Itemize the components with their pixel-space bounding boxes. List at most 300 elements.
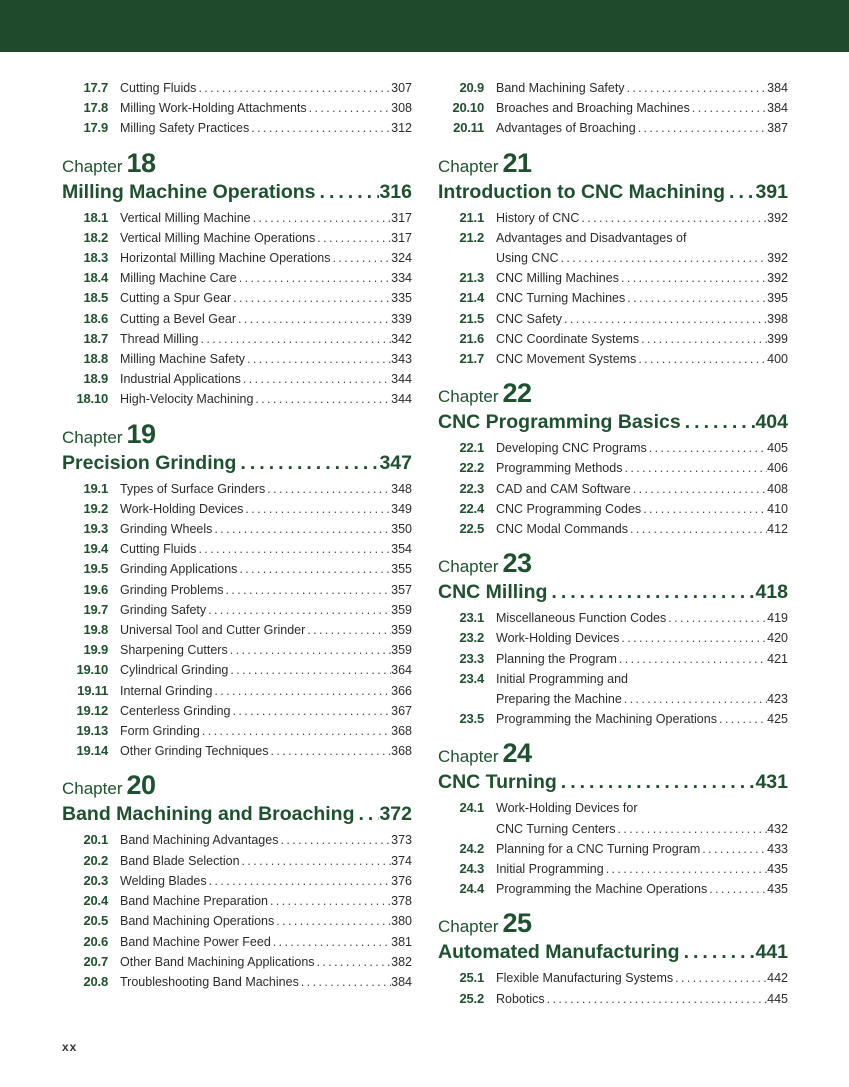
dot-leader [305, 620, 391, 640]
section-number: 18.3 [83, 250, 108, 266]
toc-entry[interactable] [62, 519, 412, 539]
section-page: 405 [767, 441, 788, 456]
dot-leader [268, 891, 391, 911]
section-page: 368 [391, 744, 412, 759]
section-page: 445 [767, 991, 788, 1006]
toc-entry[interactable] [62, 288, 412, 308]
section-number: 20.8 [83, 973, 108, 989]
dot-leader [315, 952, 392, 972]
section-number: 20.5 [83, 913, 108, 929]
dot-leader [200, 721, 391, 741]
section-title: Work-Holding Devices [120, 501, 244, 516]
section-title: Programming the Machining Operations [496, 712, 717, 727]
toc-entry[interactable] [62, 741, 412, 761]
section-title: Initial Programming and [496, 671, 629, 686]
section-page: 344 [391, 392, 412, 407]
chapter-title-text: Band Machining and Broaching [62, 803, 355, 826]
toc-entry[interactable] [438, 628, 788, 648]
section-number: 19.12 [76, 702, 108, 718]
section-title: Band Machining Safety [496, 81, 625, 95]
chapter-label [438, 147, 788, 178]
section-title: Grinding Safety [120, 602, 207, 617]
toc-entry[interactable] [62, 268, 412, 288]
section-title: Milling Safety Practices [120, 121, 250, 136]
dot-leader [265, 479, 391, 499]
section-title: Milling Work-Holding Attachments [120, 101, 307, 116]
section-number: 21.7 [459, 351, 484, 367]
chapter-label [62, 418, 412, 449]
dot-leader [236, 449, 379, 477]
dot-leader [316, 178, 380, 206]
dot-leader [636, 118, 767, 138]
section-number: 24.2 [459, 840, 484, 856]
dot-leader [628, 519, 767, 539]
dot-leader [545, 989, 768, 1009]
dot-leader [622, 689, 767, 709]
section-page: 350 [391, 522, 412, 537]
chapter-title-text: CNC Turning [438, 771, 557, 794]
header-bar [0, 0, 849, 52]
section-page: 435 [767, 882, 788, 897]
dot-leader [725, 178, 755, 206]
section-title: Initial Programming [496, 862, 604, 877]
toc-entry[interactable] [438, 438, 788, 458]
chapter-word: Chapter [438, 917, 499, 937]
section-number: 19.14 [76, 743, 108, 759]
section-number: 20.6 [83, 933, 108, 949]
toc-entry[interactable] [62, 701, 412, 721]
chapter-page: 431 [755, 771, 788, 794]
section-page: 382 [391, 954, 412, 969]
dot-leader [228, 660, 391, 680]
chapter-word: Chapter [438, 156, 499, 176]
section-title: History of CNC [496, 210, 580, 225]
dot-leader [241, 369, 391, 389]
section-number: 17.7 [83, 80, 108, 95]
section-page: 324 [391, 251, 412, 266]
chapter-title[interactable] [438, 408, 788, 436]
section-title: Preparing the Machine [496, 692, 622, 707]
chapter-title-text: Automated Manufacturing [438, 941, 680, 964]
toc-entry[interactable] [438, 309, 788, 329]
toc-entry[interactable] [438, 649, 788, 669]
section-number: 21.4 [459, 290, 484, 306]
toc-entry[interactable] [62, 972, 412, 992]
toc-entry[interactable] [62, 479, 412, 499]
section-page: 425 [767, 712, 788, 727]
chapter-label [438, 548, 788, 579]
dot-leader [251, 208, 392, 228]
dot-leader [604, 859, 767, 879]
toc-entry[interactable] [62, 98, 412, 118]
dot-leader [616, 819, 768, 839]
section-page: 423 [767, 692, 788, 707]
chapter-word: Chapter [438, 747, 499, 767]
section-number: 19.10 [76, 662, 108, 678]
chapter-number: 20 [126, 770, 156, 801]
toc-entry[interactable] [438, 879, 788, 899]
dot-leader [559, 248, 768, 268]
dot-leader [617, 649, 767, 669]
toc-entry[interactable] [62, 640, 412, 660]
dot-leader [562, 309, 767, 329]
toc-entry[interactable] [438, 118, 788, 138]
section-number: 20.2 [83, 852, 108, 868]
toc-entry[interactable] [62, 911, 412, 931]
chapter-title-text: Precision Grinding [62, 451, 237, 474]
toc-entry[interactable] [62, 952, 412, 972]
dot-leader [700, 839, 767, 859]
dot-leader [707, 879, 767, 899]
dot-leader [228, 640, 391, 660]
section-number: 25.1 [459, 970, 484, 986]
section-number: 17.8 [83, 100, 108, 116]
toc-entry[interactable] [62, 539, 412, 559]
dot-leader [625, 288, 767, 308]
chapter-title[interactable] [62, 800, 412, 828]
section-page: 357 [391, 582, 412, 597]
dot-leader [579, 208, 767, 228]
chapter-block [438, 378, 788, 539]
toc-entry[interactable] [62, 681, 412, 701]
section-number: 18.4 [83, 270, 108, 286]
chapter-title[interactable] [438, 768, 788, 796]
toc-entry[interactable] [438, 268, 788, 288]
dot-leader [231, 288, 391, 308]
dot-leader [641, 499, 767, 519]
toc-entry[interactable] [62, 329, 412, 349]
chapter-title[interactable] [62, 178, 412, 206]
chapter-title-text: Introduction to CNC Machining [438, 180, 726, 203]
section-number: 18.7 [83, 330, 108, 346]
dot-leader [196, 78, 391, 98]
dot-leader [207, 871, 392, 891]
section-number: 20.1 [83, 832, 108, 848]
toc-entry[interactable] [438, 709, 788, 729]
chapter-title[interactable] [438, 178, 788, 206]
chapter-title[interactable] [62, 449, 412, 477]
toc-entry[interactable] [438, 669, 788, 709]
dot-leader [619, 268, 767, 288]
section-number: 18.2 [83, 229, 108, 245]
toc-entry[interactable] [438, 859, 788, 879]
toc-entry[interactable] [438, 499, 788, 519]
dot-leader [315, 228, 391, 248]
section-page: 410 [767, 501, 788, 516]
dot-leader [245, 349, 391, 369]
section-number: 21.3 [459, 270, 484, 286]
chapter-label [438, 738, 788, 769]
section-title: Band Machine Preparation [120, 894, 269, 909]
section-page: 432 [767, 821, 788, 836]
chapter-word: Chapter [62, 427, 123, 447]
toc-entry[interactable] [62, 580, 412, 600]
chapter-page: 404 [755, 411, 788, 434]
section-number: 20.10 [452, 100, 484, 116]
section-page: 380 [391, 914, 412, 929]
dot-leader [224, 580, 392, 600]
chapter-title[interactable] [438, 938, 788, 966]
chapter-block [62, 418, 412, 762]
section-number: 18.1 [83, 209, 108, 225]
dot-leader [307, 98, 391, 118]
dot-leader [268, 741, 391, 761]
section-title: Cutting a Spur Gear [120, 291, 232, 306]
chapter-title-text: CNC Programming Basics [438, 411, 681, 434]
section-title: Band Machine Power Feed [120, 934, 271, 949]
section-number: 19.13 [76, 723, 108, 739]
toc-entry[interactable] [62, 932, 412, 952]
toc-entry[interactable] [438, 798, 788, 838]
section-number: 19.5 [83, 561, 108, 577]
toc-entry[interactable] [62, 208, 412, 228]
chapter-number: 24 [502, 738, 532, 769]
toc-entry[interactable] [438, 458, 788, 478]
chapter-number: 25 [502, 908, 532, 939]
toc-entry[interactable] [62, 620, 412, 640]
chapter-block [62, 147, 412, 410]
dot-leader [557, 768, 756, 796]
section-number: 23.4 [459, 670, 484, 686]
section-number: 20.7 [83, 953, 108, 969]
dot-leader [243, 499, 391, 519]
toc-entry[interactable] [438, 98, 788, 118]
toc-entry[interactable] [438, 208, 788, 228]
section-page: 374 [391, 853, 412, 868]
section-page: 435 [767, 862, 788, 877]
toc-entry[interactable] [62, 600, 412, 620]
section-page: 349 [391, 501, 412, 516]
chapter-label [438, 378, 788, 409]
dot-leader [212, 681, 391, 701]
toc-entry[interactable] [438, 839, 788, 859]
toc-entry[interactable] [438, 329, 788, 349]
section-page: 384 [767, 101, 788, 116]
section-title: CNC Turning Centers [496, 821, 616, 836]
toc-entry[interactable] [62, 118, 412, 138]
section-title: Internal Grinding [120, 683, 213, 698]
section-number: 18.8 [83, 351, 108, 367]
section-title: Vertical Milling Machine Operations [120, 230, 316, 245]
section-page: 368 [391, 724, 412, 739]
section-number: 18.10 [76, 391, 108, 407]
section-title: Flexible Manufacturing Systems [496, 971, 674, 986]
section-page: 317 [391, 210, 412, 225]
toc-entry[interactable] [62, 851, 412, 871]
section-page: 392 [767, 251, 788, 266]
section-page: 433 [767, 841, 788, 856]
chapter-word: Chapter [62, 779, 123, 799]
toc-entry[interactable] [62, 228, 412, 248]
section-title: Band Machining Advantages [120, 833, 279, 848]
section-number: 23.2 [459, 630, 484, 646]
section-title: Grinding Wheels [120, 522, 213, 537]
dot-leader [236, 309, 391, 329]
toc-entry[interactable] [62, 248, 412, 268]
chapter-page: 418 [755, 581, 788, 604]
toc-entry[interactable] [62, 309, 412, 329]
toc-entry[interactable] [438, 349, 788, 369]
section-number: 18.6 [83, 310, 108, 326]
section-number: 22.2 [459, 460, 484, 476]
section-page: 339 [391, 311, 412, 326]
toc-entry[interactable] [438, 608, 788, 628]
section-page: 373 [391, 833, 412, 848]
dot-leader [212, 519, 391, 539]
section-page: 376 [391, 873, 412, 888]
section-title: Programming Methods [496, 461, 623, 476]
section-number: 18.5 [83, 290, 108, 306]
chapter-block [438, 548, 788, 729]
section-title: Form Grinding [120, 724, 200, 739]
section-page: 381 [391, 934, 412, 949]
section-title: Cutting a Bevel Gear [120, 311, 237, 326]
chapter-page: 372 [379, 803, 412, 826]
section-page: 359 [391, 623, 412, 638]
toc-entry[interactable] [62, 830, 412, 850]
section-title: Planning for a CNC Turning Program [496, 841, 701, 856]
section-title: Universal Tool and Cutter Grinder [120, 623, 306, 638]
section-number: 25.2 [459, 990, 484, 1006]
section-number: 19.4 [83, 541, 108, 557]
section-page: 359 [391, 602, 412, 617]
section-title: Cylindrical Grinding [120, 663, 229, 678]
dot-leader [299, 972, 391, 992]
dot-leader [331, 248, 392, 268]
toc-entry[interactable] [62, 349, 412, 369]
dot-leader [666, 608, 767, 628]
dot-leader [240, 851, 392, 871]
toc-entry[interactable] [62, 721, 412, 741]
section-title: Thread Milling [120, 331, 199, 346]
section-title: CNC Programming Codes [496, 501, 642, 516]
section-number: 22.5 [459, 521, 484, 537]
dot-leader [274, 911, 391, 931]
chapter-word: Chapter [438, 387, 499, 407]
section-number: 19.8 [83, 622, 108, 638]
toc-entry[interactable] [438, 989, 788, 1009]
chapter-number: 18 [126, 147, 156, 178]
toc-entry[interactable] [438, 288, 788, 308]
section-title: Work-Holding Devices for [496, 801, 638, 816]
chapter-title-text: CNC Milling [438, 581, 548, 604]
section-title: Types of Surface Grinders [120, 481, 266, 496]
section-number: 23.1 [459, 610, 484, 626]
toc-entry[interactable] [62, 891, 412, 911]
toc-entry[interactable] [62, 559, 412, 579]
section-number: 22.3 [459, 480, 484, 496]
toc-entry[interactable] [62, 660, 412, 680]
dot-leader [237, 268, 391, 288]
section-title: Grinding Applications [120, 562, 238, 577]
section-number: 20.3 [83, 872, 108, 888]
chapter-number: 22 [502, 378, 532, 409]
dot-leader [681, 408, 756, 436]
section-title: Advantages and Disadvantages of [496, 230, 687, 245]
toc-entry[interactable] [438, 228, 788, 268]
toc-entry[interactable] [62, 78, 412, 98]
section-page: 355 [391, 562, 412, 577]
section-number: 21.5 [459, 310, 484, 326]
dot-leader [199, 329, 392, 349]
dot-leader [622, 458, 767, 478]
section-page: 317 [391, 230, 412, 245]
section-number: 19.7 [83, 601, 108, 617]
section-title: Vertical Milling Machine [120, 210, 251, 225]
dot-leader [271, 932, 391, 952]
section-page: 354 [391, 542, 412, 557]
section-number: 19.11 [77, 682, 108, 698]
toc-entry[interactable] [438, 968, 788, 988]
section-number: 21.1 [459, 209, 484, 225]
toc-entry[interactable] [62, 389, 412, 409]
page-number: xx [62, 1040, 78, 1054]
section-title: CNC Movement Systems [496, 352, 637, 367]
section-page: 348 [391, 481, 412, 496]
section-title: Welding Blades [120, 873, 207, 888]
section-page: 308 [391, 101, 412, 116]
dot-leader [636, 349, 767, 369]
toc-entry[interactable] [438, 78, 788, 98]
section-title: CNC Turning Machines [496, 291, 626, 306]
chapter-block [438, 147, 788, 370]
section-page: 359 [391, 643, 412, 658]
dot-leader [196, 539, 391, 559]
section-title: Broaches and Broaching Machines [496, 101, 690, 116]
section-title: Horizontal Milling Machine Operations [120, 251, 331, 266]
section-page: 344 [391, 372, 412, 387]
dot-leader [206, 600, 391, 620]
section-title: Band Blade Selection [120, 853, 240, 868]
toc-column-left [62, 78, 412, 992]
toc-entry[interactable] [438, 519, 788, 539]
chapter-word: Chapter [438, 557, 499, 577]
dot-leader [355, 800, 380, 828]
toc-entry[interactable] [438, 479, 788, 499]
dot-leader [249, 118, 391, 138]
chapter-title[interactable] [438, 578, 788, 606]
toc-entry[interactable] [62, 871, 412, 891]
section-number: 24.1 [459, 800, 484, 816]
section-page: 342 [391, 331, 412, 346]
toc-entry[interactable] [62, 499, 412, 519]
section-number: 19.3 [83, 521, 108, 537]
section-number: 21.2 [459, 229, 484, 245]
section-number: 21.6 [459, 330, 484, 346]
section-page: 367 [391, 703, 412, 718]
dot-leader [673, 968, 767, 988]
section-page: 312 [391, 121, 412, 136]
section-title: Programming the Machine Operations [496, 882, 708, 897]
dot-leader [619, 628, 767, 648]
section-page: 387 [767, 121, 788, 136]
section-page: 399 [767, 331, 788, 346]
section-page: 395 [767, 291, 788, 306]
chapter-page: 441 [755, 941, 788, 964]
section-page: 412 [767, 522, 788, 537]
dot-leader [237, 559, 391, 579]
chapter-page: 347 [379, 451, 412, 474]
section-page: 334 [391, 271, 412, 286]
section-page: 335 [391, 291, 412, 306]
section-page: 343 [391, 352, 412, 367]
section-title: CNC Milling Machines [496, 271, 619, 286]
section-number: 18.9 [83, 371, 108, 387]
toc-entry[interactable] [62, 369, 412, 389]
section-title: Other Grinding Techniques [120, 744, 269, 759]
section-number: 19.9 [83, 642, 108, 658]
dot-leader [680, 938, 756, 966]
